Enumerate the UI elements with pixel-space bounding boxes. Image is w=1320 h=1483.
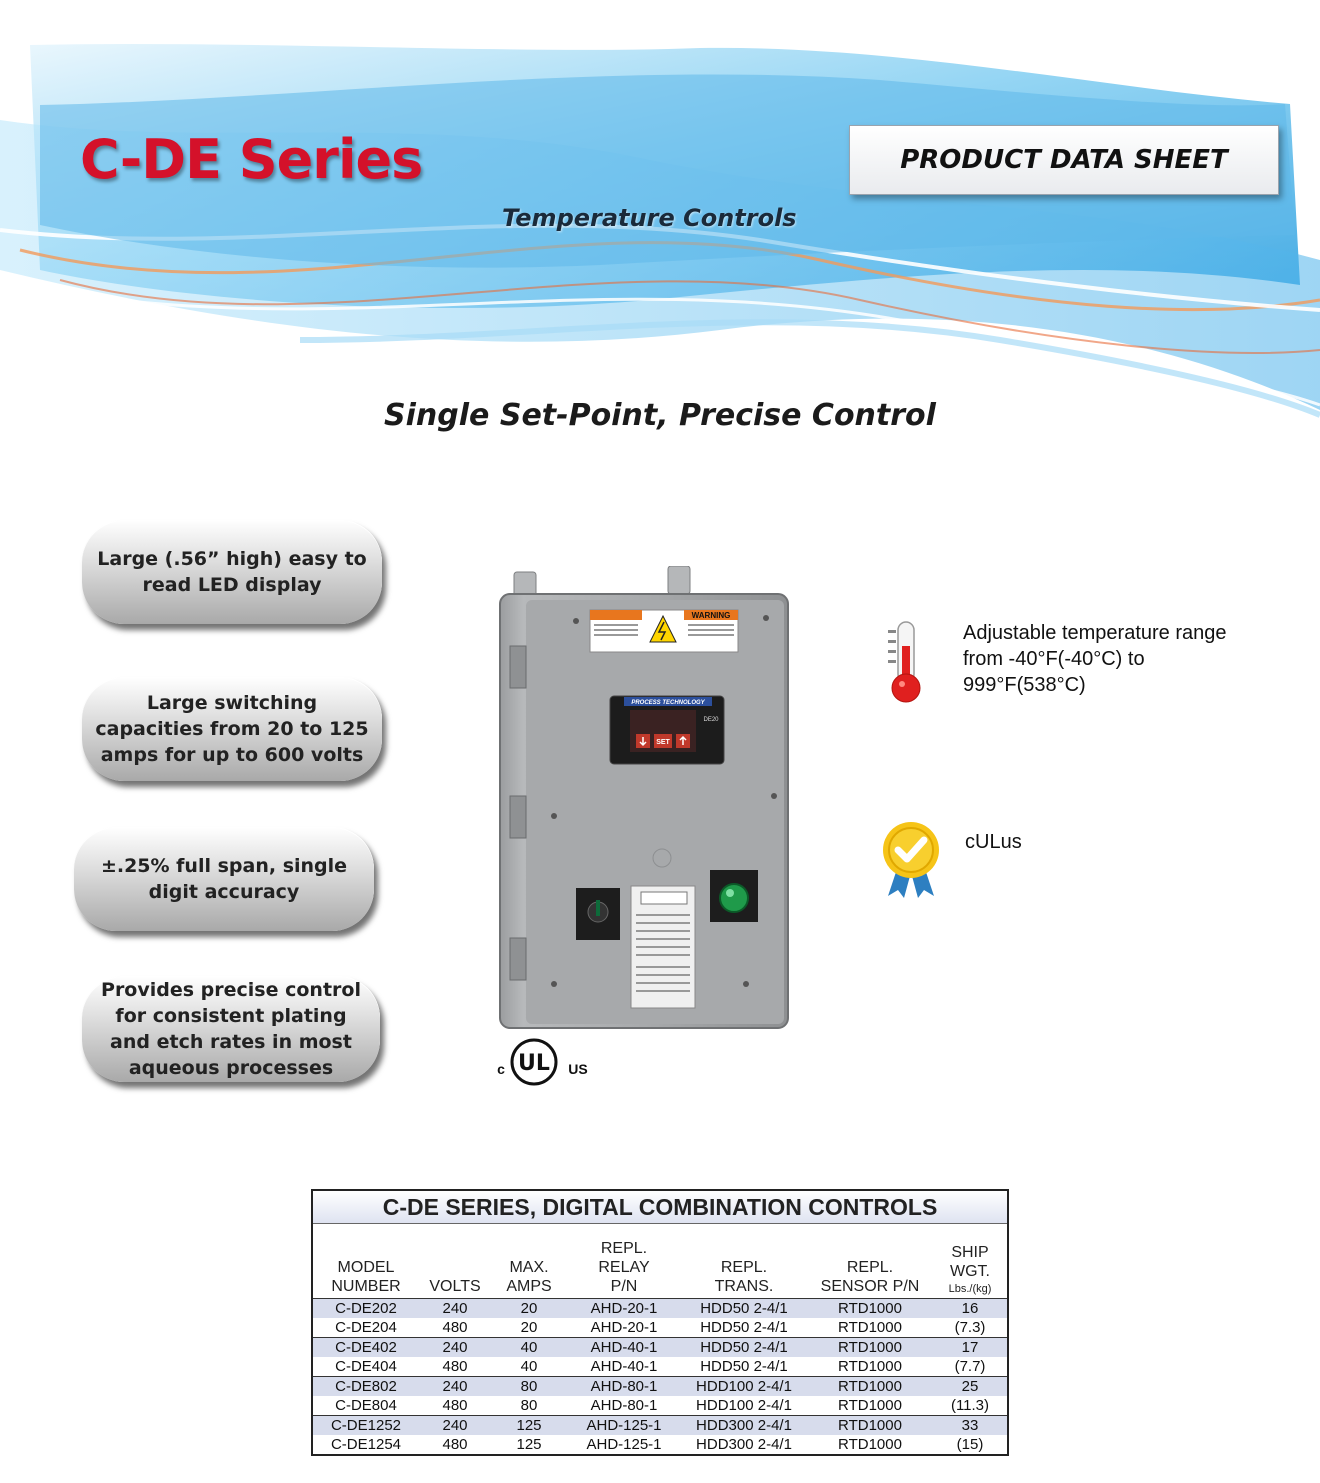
set-button-label: SET <box>656 739 670 746</box>
series-title: C-DE Series <box>80 128 423 191</box>
header-sensor: REPL. SENSOR P/N <box>820 1258 920 1295</box>
cell-model: C-DE404 <box>335 1357 397 1375</box>
header-model: MODEL NUMBER <box>331 1258 401 1295</box>
cell-model: C-DE402 <box>313 1337 419 1357</box>
doc-type-label: PRODUCT DATA SHEET <box>900 145 1228 175</box>
cell-volts: 240 <box>419 1337 491 1357</box>
certification-text: cULus <box>965 831 1022 853</box>
cell-sensor: RTD1000 <box>807 1337 933 1357</box>
feature-switching-capacity: Large switching capacities from 20 to 125 amps for up to 600 volts <box>82 677 382 781</box>
cell-relay: AHD-125-1 <box>586 1435 662 1453</box>
cell-relay: AHD-125-1 <box>567 1415 681 1435</box>
cell-sensor: RTD1000 <box>807 1415 933 1435</box>
cell-volts: 240 <box>419 1415 491 1435</box>
cell-sensor: RTD1000 <box>838 1435 902 1453</box>
table-row <box>313 1376 1007 1396</box>
temperature-range-text: Adjustable temperature range from -40°F(-40°C) to 999°F(538°C) <box>963 622 1227 696</box>
cell-trans: HDD50 2-4/1 <box>700 1357 788 1375</box>
thermometer-icon <box>884 620 928 706</box>
cell-ship: (15) <box>956 1435 984 1453</box>
tagline: Single Set-Point, Precise Control <box>384 398 936 433</box>
product-data-sheet-box <box>849 125 1279 195</box>
cell-trans: HDD300 2-4/1 <box>681 1415 807 1435</box>
cell-amps: 125 <box>491 1415 567 1435</box>
product-subtitle: Temperature Controls <box>502 204 797 232</box>
ul-us-text: US <box>568 1061 588 1077</box>
feature-led-display: Large (.56” high) easy to read LED display <box>82 520 382 624</box>
cell-trans: HDD50 2-4/1 <box>681 1298 807 1318</box>
control-panel-product-image <box>496 566 796 1036</box>
cell-trans: HDD50 2-4/1 <box>700 1318 788 1336</box>
table-row <box>313 1318 1007 1338</box>
table-header-row <box>313 1224 1007 1298</box>
header-trans: REPL. TRANS. <box>714 1258 774 1295</box>
cell-sensor: RTD1000 <box>807 1376 933 1396</box>
cell-trans: HDD300 2-4/1 <box>696 1435 792 1453</box>
header-banner <box>0 0 1320 420</box>
display-model: DE20 <box>703 717 719 723</box>
warning-label-text: WARNING <box>691 611 731 620</box>
cell-model: C-DE802 <box>313 1376 419 1396</box>
cell-ship: 25 <box>933 1376 1007 1396</box>
cell-trans: HDD100 2-4/1 <box>681 1376 807 1396</box>
cell-ship: 17 <box>933 1337 1007 1357</box>
specs-table <box>313 1224 1007 1454</box>
cell-relay: AHD-40-1 <box>590 1357 658 1375</box>
table-row <box>313 1298 1007 1318</box>
cell-relay: AHD-20-1 <box>590 1318 658 1336</box>
cell-sensor: RTD1000 <box>838 1318 902 1336</box>
header-ship: SHIP WGT. Lbs./(kg) <box>933 1224 1007 1298</box>
cell-ship: (7.7) <box>954 1357 986 1375</box>
display-brand: PROCESS TECHNOLOGY <box>631 700 705 706</box>
certified-badge-icon <box>878 820 944 900</box>
cell-amps: 20 <box>520 1318 538 1336</box>
cell-sensor: RTD1000 <box>838 1396 902 1414</box>
cell-sensor: RTD1000 <box>838 1357 902 1375</box>
cell-amps: 40 <box>520 1357 538 1375</box>
cell-ship: 16 <box>933 1298 1007 1318</box>
cell-ship: (11.3) <box>950 1396 990 1414</box>
cell-ship: (7.3) <box>954 1318 986 1336</box>
cell-volts: 480 <box>442 1435 468 1453</box>
table-row <box>313 1337 1007 1357</box>
ul-mark-text: UL <box>518 1051 550 1076</box>
cell-relay: AHD-80-1 <box>590 1396 658 1414</box>
cell-volts: 240 <box>419 1376 491 1396</box>
table-row <box>313 1357 1007 1377</box>
table-row <box>313 1396 1007 1416</box>
cell-amps: 80 <box>491 1376 567 1396</box>
cell-amps: 125 <box>516 1435 542 1453</box>
cell-trans: HDD100 2-4/1 <box>696 1396 792 1414</box>
cell-ship: 33 <box>933 1415 1007 1435</box>
cell-sensor: RTD1000 <box>807 1298 933 1318</box>
table-row <box>313 1435 1007 1454</box>
cell-relay: AHD-20-1 <box>567 1298 681 1318</box>
cell-model: C-DE804 <box>335 1396 397 1414</box>
feature-accuracy: ±.25% full span, single digit accuracy <box>74 827 374 931</box>
cell-model: C-DE202 <box>313 1298 419 1318</box>
cell-model: C-DE204 <box>335 1318 397 1336</box>
cell-amps: 40 <box>491 1337 567 1357</box>
cell-amps: 80 <box>520 1396 538 1414</box>
header-relay: REPL. RELAY P/N <box>598 1239 650 1295</box>
cell-volts: 480 <box>442 1396 468 1414</box>
cell-trans: HDD50 2-4/1 <box>681 1337 807 1357</box>
ul-c-text: c <box>497 1061 505 1077</box>
cell-model: C-DE1252 <box>313 1415 419 1435</box>
header-ship-unit: Lbs./(kg) <box>948 1282 992 1295</box>
cell-volts: 240 <box>419 1298 491 1318</box>
cell-model: C-DE1254 <box>330 1435 402 1453</box>
cell-volts: 480 <box>442 1318 468 1336</box>
header-amps: MAX. AMPS <box>506 1258 552 1295</box>
cell-relay: AHD-80-1 <box>567 1376 681 1396</box>
combination-controls-table <box>311 1189 1009 1456</box>
cell-volts: 480 <box>442 1357 468 1375</box>
cul-us-certification-mark <box>488 1034 598 1090</box>
feature-precise-control: Provides precise control for consistent plating and etch rates in most aqueous processes <box>82 976 380 1082</box>
table-row <box>313 1415 1007 1435</box>
table-title: C-DE SERIES, DIGITAL COMBINATION CONTROLS <box>313 1191 1007 1224</box>
header-volts: VOLTS <box>429 1277 481 1295</box>
cell-amps: 20 <box>491 1298 567 1318</box>
cell-relay: AHD-40-1 <box>567 1337 681 1357</box>
